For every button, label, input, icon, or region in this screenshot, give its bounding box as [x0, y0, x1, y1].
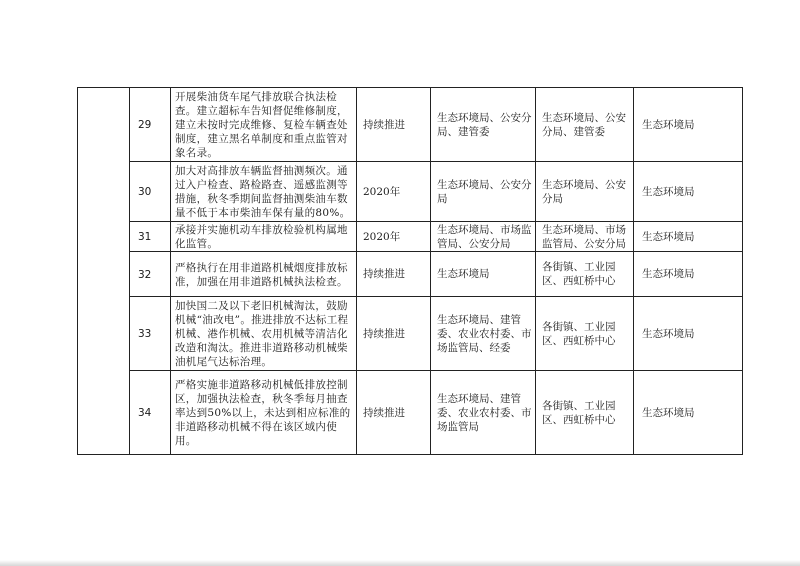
supervisor-cell: 生态环境局 — [634, 88, 743, 162]
supervisor-cell: 生态环境局 — [634, 297, 743, 371]
task-description: 严格实施非道路移动机械低排放控制区，加强执法检查，秋冬季每月抽查率达到50%以上，未达到相应标准的非道路移动机械不得在该区域内使用。 — [171, 371, 357, 455]
task-description: 开展柴油货车尾气排放联合执法检查。建立超标车告知督促维修制度，建立未按时完成维修、复检车辆查处制度，建立黑名单制度和重点监管对象名录。 — [171, 88, 357, 162]
timeline-cell: 2020年 — [357, 162, 431, 222]
timeline-cell: 持续推进 — [357, 252, 431, 297]
table-row — [78, 297, 743, 371]
responsible-department-cell: 各街镇、工业园区、西虹桥中心 — [536, 371, 634, 455]
table-row — [78, 222, 743, 252]
measures-table — [77, 87, 743, 455]
table-row — [78, 252, 743, 297]
supervisor-cell: 生态环境局 — [634, 222, 743, 252]
merged-category-cell — [78, 88, 130, 455]
lead-department-cell: 生态环境局、公安分局 — [431, 162, 536, 222]
row-number: 33 — [130, 297, 171, 371]
timeline-cell: 持续推进 — [357, 297, 431, 371]
row-number: 31 — [130, 222, 171, 252]
lead-department-cell: 生态环境局、建管委、农业农村委、市场监管局、经委 — [431, 297, 536, 371]
task-description: 加大对高排放车辆监督抽测频次。通过入户检查、路检路查、遥感监测等措施，秋冬季期间监督抽测柴油车数量不低于本市柴油车保有量的80%。 — [171, 162, 357, 222]
supervisor-cell: 生态环境局 — [634, 371, 743, 455]
timeline-cell: 持续推进 — [357, 371, 431, 455]
table-row — [78, 162, 743, 222]
supervisor-cell: 生态环境局 — [634, 162, 743, 222]
row-number: 32 — [130, 252, 171, 297]
task-description: 加快国二及以下老旧机械淘汰，鼓励机械“油改电”。推进排放不达标工程机械、港作机械、农用机械等清洁化改造和淘汰。推进非道路移动机械柴油机尾气达标治理。 — [171, 297, 357, 371]
lead-department-cell: 生态环境局、市场监管局、公安分局 — [431, 222, 536, 252]
scan-edge-shadow — [0, 560, 800, 566]
lead-department-cell: 生态环境局、建管委、农业农村委、市场监管局 — [431, 371, 536, 455]
responsible-department-cell: 生态环境局、公安分局、建管委 — [536, 88, 634, 162]
timeline-cell: 2020年 — [357, 222, 431, 252]
row-number: 29 — [130, 88, 171, 162]
task-description: 承接并实施机动车排放检验机构属地化监管。 — [171, 222, 357, 252]
lead-department-cell: 生态环境局、公安分局、建管委 — [431, 88, 536, 162]
timeline-cell: 持续推进 — [357, 88, 431, 162]
task-description: 严格执行在用非道路机械烟度排放标准，加强在用非道路机械执法检查。 — [171, 252, 357, 297]
table-row — [78, 88, 743, 162]
row-number: 34 — [130, 371, 171, 455]
supervisor-cell: 生态环境局 — [634, 252, 743, 297]
table-row — [78, 371, 743, 455]
responsible-department-cell: 各街镇、工业园区、西虹桥中心 — [536, 252, 634, 297]
responsible-department-cell: 各街镇、工业园区、西虹桥中心 — [536, 297, 634, 371]
responsible-department-cell: 生态环境局、市场监管局、公安分局 — [536, 222, 634, 252]
responsible-department-cell: 生态环境局、公安分局 — [536, 162, 634, 222]
lead-department-cell: 生态环境局 — [431, 252, 536, 297]
row-number: 30 — [130, 162, 171, 222]
